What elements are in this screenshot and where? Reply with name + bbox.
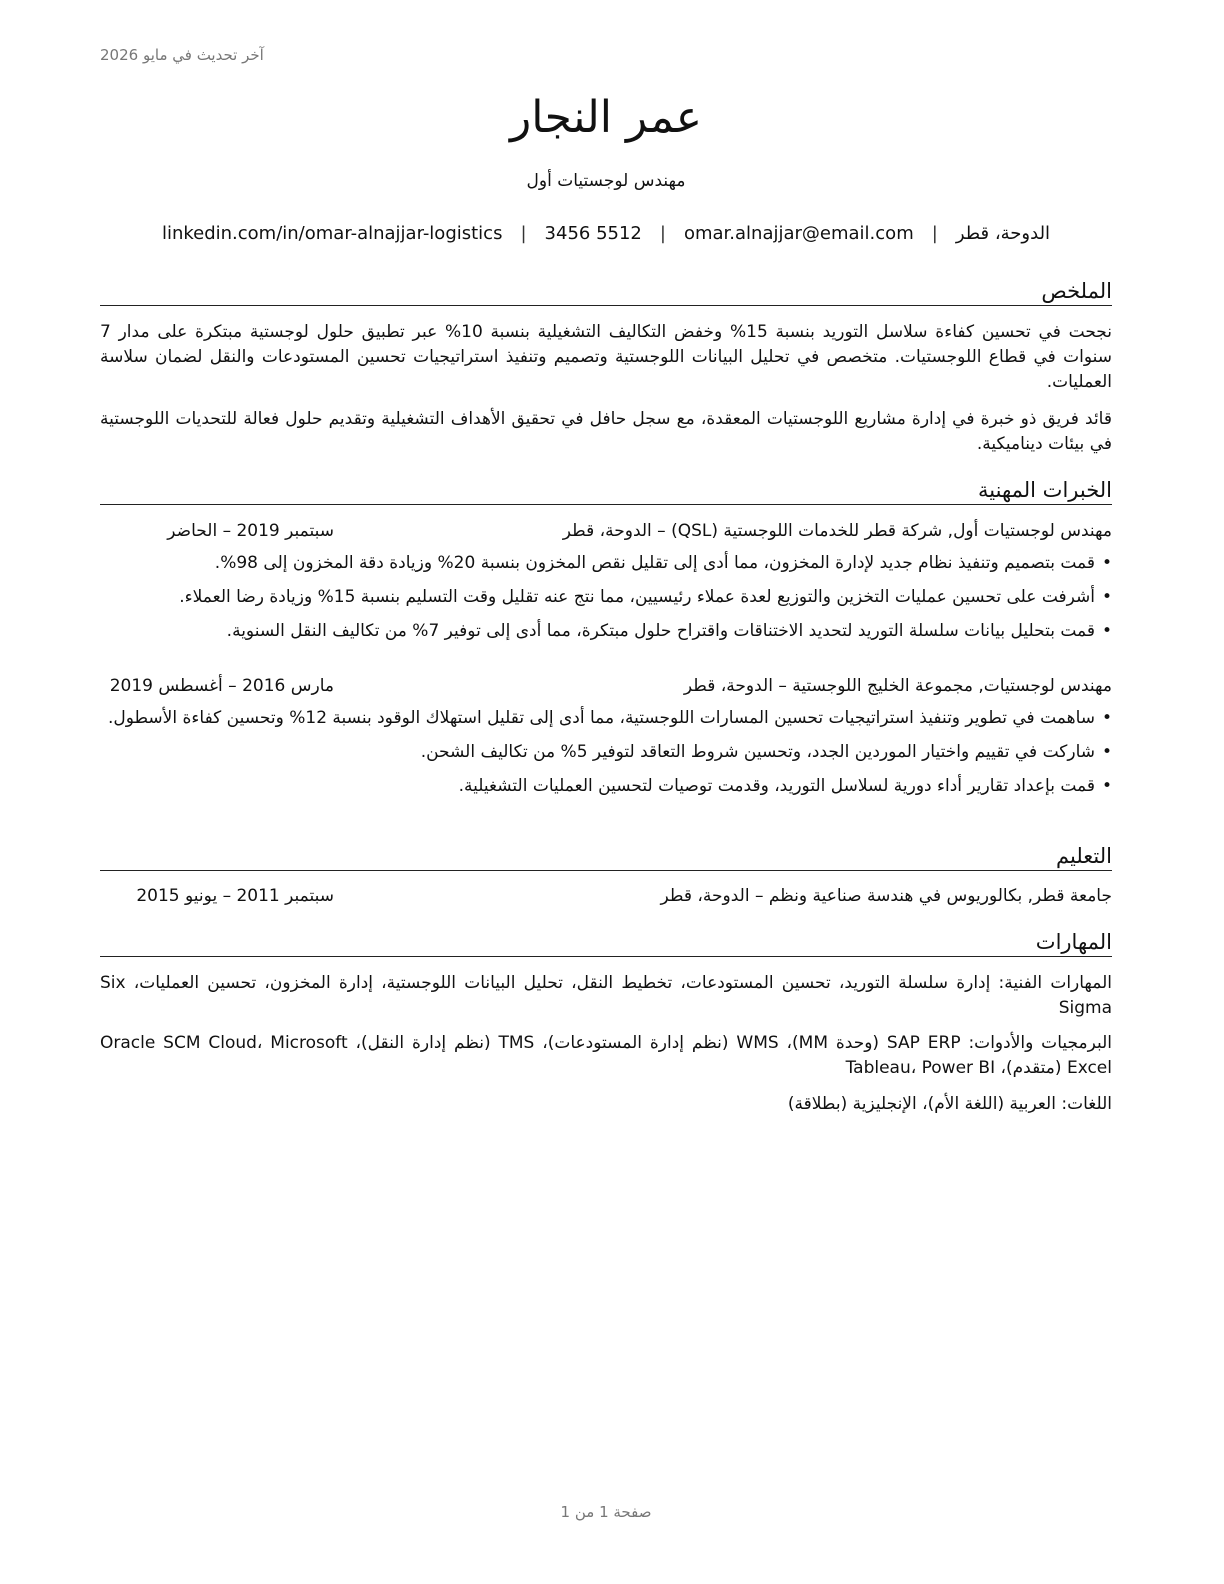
bullet-glyph: • xyxy=(1101,587,1112,607)
bullet-text: شاركت في تقييم واختيار الموردين الجدد، وتحسين شروط التعاقد لتوفير 5% من تكاليف الشحن. xyxy=(420,742,1095,762)
section-title-education: التعليم xyxy=(100,842,1112,871)
bullet-glyph: • xyxy=(1101,621,1112,641)
section-title-skills: المهارات xyxy=(100,928,1112,957)
bullet-glyph: • xyxy=(1101,776,1112,796)
candidate-name: عمر النجار xyxy=(510,92,702,143)
contact-phone: 3456 5512 xyxy=(544,223,642,244)
bullet-text: أشرفت على تحسين عمليات التخزين والتوزيع لعدة عملاء رئيسيين، مما نتج عنه تقليل وقت التسليم بنسبة 15% وزيادة رضا العملاء. xyxy=(179,587,1095,607)
contact-location: الدوحة، قطر xyxy=(955,223,1051,244)
contact-separator: | xyxy=(520,223,527,244)
list-item xyxy=(95,705,1112,731)
list-item xyxy=(95,618,1112,644)
list-item xyxy=(95,773,1112,799)
section-title-experience: الخبرات المهنية xyxy=(100,476,1112,505)
list-item xyxy=(95,584,1112,610)
bullet-text: قمت بإعداد تقارير أداء دورية لسلاسل التوريد، وقدمت توصيات لتحسين العمليات التشغيلية. xyxy=(458,776,1095,796)
summary-paragraph-1: نجحت في تحسين كفاءة سلاسل التوريد بنسبة 15% وخفض التكاليف التشغيلية بنسبة 10% عبر تطبيق حلول لوجستية مبتكرة على مدار 7 سنوات في قطاع اللوجستيات. متخصص في تحليل البيانات اللوجستية وتصميم وتنفيذ استراتيجيات تحسين المستودعات والنقل لضمان سلاسة العمليات. xyxy=(100,322,1112,392)
job-dates: مارس 2016 – أغسطس 2019 xyxy=(109,676,334,696)
bullet-glyph: • xyxy=(1101,708,1112,728)
education-degree: جامعة قطر, بكالوريوس في هندسة صناعية ونظم – الدوحة، قطر xyxy=(660,886,1112,906)
bullet-text: قمت بتصميم وتنفيذ نظام جديد لإدارة المخزون، مما أدى إلى تقليل نقص المخزون بنسبة 20% وزيادة دقة المخزون إلى 98%. xyxy=(214,553,1095,573)
list-item xyxy=(95,739,1112,765)
contact-separator: | xyxy=(659,223,666,244)
education-dates: سبتمبر 2011 – يونيو 2015 xyxy=(136,886,334,906)
last-updated-note: آخر تحديث في مايو 2026 xyxy=(100,46,264,64)
skills-languages: اللغات: العربية (اللغة الأم)، الإنجليزية (بطلاقة) xyxy=(787,1094,1112,1114)
list-item xyxy=(95,550,1112,576)
contact-separator: | xyxy=(931,223,938,244)
contact-email[interactable]: omar.alnajjar@email.com xyxy=(683,223,914,244)
page-number: صفحة 1 من 1 xyxy=(560,1503,652,1521)
bullet-glyph: • xyxy=(1101,742,1112,762)
skills-software: البرمجيات والأدوات: SAP ERP (وحدة MM)، WMS (نظم إدارة المستودعات)، TMS (نظم إدارة النقل)، Oracle SCM Cloud، Microsoft Excel (متقدم)، Tableau، Power BI xyxy=(100,1033,1112,1078)
contact-linkedin[interactable]: linkedin.com/in/omar-alnajjar-logistics xyxy=(161,223,503,244)
bullet-text: قمت بتحليل بيانات سلسلة التوريد لتحديد الاختناقات واقتراح حلول مبتكرة، مما أدى إلى توفير 7% من تكاليف النقل السنوية. xyxy=(226,621,1095,641)
job-title: مهندس لوجستيات أول, شركة قطر للخدمات اللوجستية (QSL) – الدوحة، قطر xyxy=(562,521,1112,541)
resume-page xyxy=(100,0,1112,1584)
candidate-role: مهندس لوجستيات أول xyxy=(526,171,686,191)
job-dates: سبتمبر 2019 – الحاضر xyxy=(167,521,334,541)
job-bullets xyxy=(95,550,1112,652)
bullet-glyph: • xyxy=(1101,553,1112,573)
job-title: مهندس لوجستيات, مجموعة الخليج اللوجستية – الدوحة، قطر xyxy=(683,676,1112,696)
summary-paragraph-2: قائد فريق ذو خبرة في إدارة مشاريع اللوجستيات المعقدة، مع سجل حافل في تحقيق الأهداف التشغيلية وتقديم حلول فعالة للتحديات اللوجستية في بيئات ديناميكية. xyxy=(100,409,1112,454)
section-title-summary: الملخص xyxy=(100,277,1112,306)
job-bullets xyxy=(95,705,1112,807)
skills-technical: المهارات الفنية: إدارة سلسلة التوريد، تحسين المستودعات، تخطيط النقل، تحليل البيانات اللوجستية، إدارة المخزون، تحسين العمليات، Six Sigma xyxy=(100,973,1112,1018)
bullet-text: ساهمت في تطوير وتنفيذ استراتيجيات تحسين المسارات اللوجستية، مما أدى إلى تقليل استهلاك الوقود بنسبة 12% وتحسين كفاءة الأسطول. xyxy=(107,708,1095,728)
contact-line xyxy=(100,223,1112,244)
